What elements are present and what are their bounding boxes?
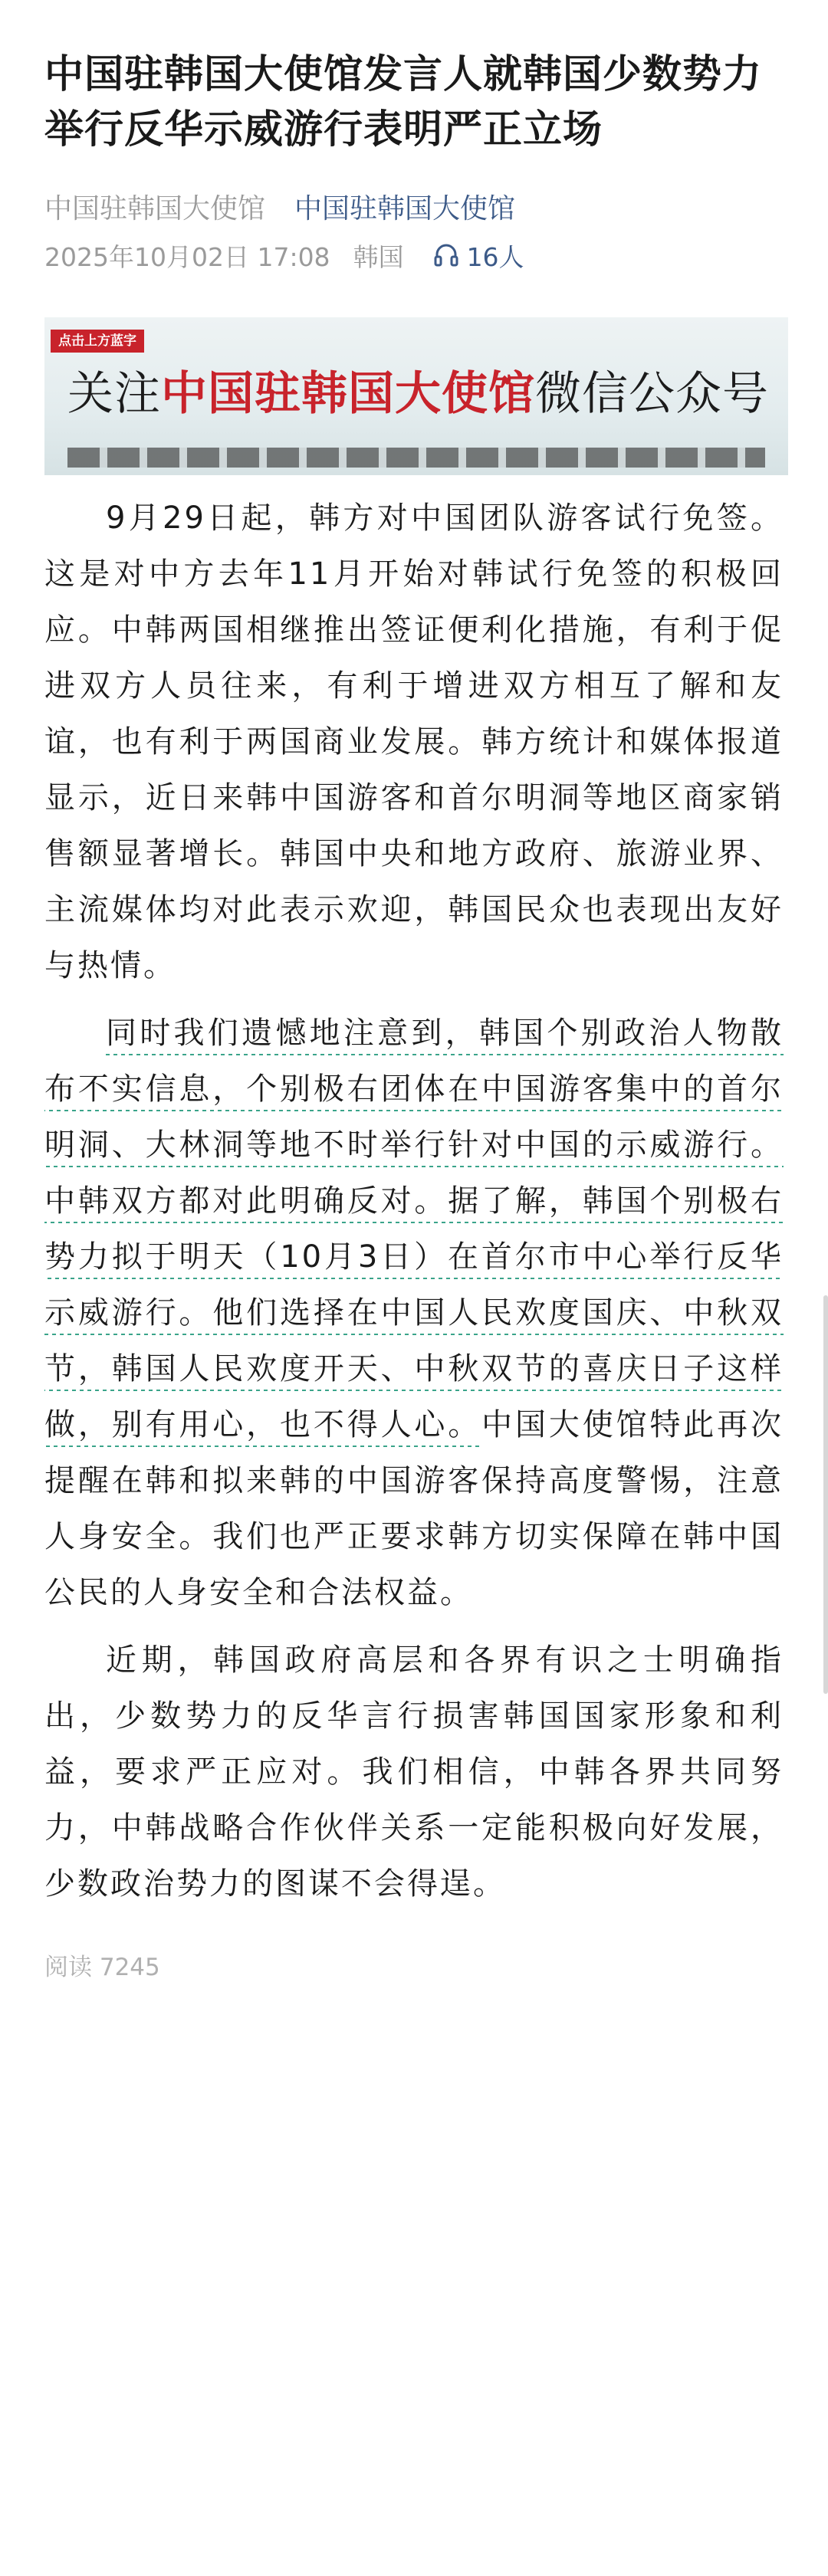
source-account-link[interactable]: 中国驻韩国大使馆 [294, 192, 516, 225]
banner-decorative-strip [67, 448, 765, 468]
publish-datetime: 2025年10月02日 17:08 [44, 241, 330, 272]
listen-button[interactable] [433, 238, 524, 274]
follow-account-banner[interactable] [44, 317, 788, 475]
article-paragraph-4: 近期，韩国政府高层和各界有识之士明确指出，少数势力的反华言行损害韩国国家形象和利益，要求严正应对。我们相信，中韩各界共同努力，中韩战略合作伙伴关系一定能积极向好发展，少数政治势力的图谋不会得逞。 [44, 1642, 784, 1902]
banner-headline-prefix: 关注 [67, 367, 161, 421]
source-row [44, 187, 784, 225]
read-count: 阅读 7245 [44, 1954, 160, 1981]
highlighted-text-2: 同时我们遗憾地注意到，韩国个别政治人物散布不实信息，个别极右团体在中国游客集中的首尔明洞、大林洞等地不时举行针对中国的示威游行。中韩双方都对此明确反对。据了解，韩国个别极右势力拟于明天（10月3日）在首尔市中心举行反华示威游行。他们选择在中国人民欢度国庆、中秋双节，韩国人民欢度开天、中秋双节的喜庆日子这样做，别有用心，也不得人心。 [44, 1016, 784, 1447]
article-title: 中国驻韩国大使馆发言人就韩国少数势力举行反华示威游行表明严正立场 [44, 52, 763, 153]
listener-count: 16人 [466, 241, 524, 272]
banner-headline [67, 363, 769, 425]
banner-headline-suffix: 微信公众号 [535, 367, 769, 421]
banner-headline-highlight: 中国驻韩国大使馆 [161, 367, 535, 421]
banner-tag: 点击上方蓝字 [51, 330, 144, 353]
publish-location: 韩国 [353, 241, 404, 272]
source-name: 中国驻韩国大使馆 [44, 192, 266, 225]
scrollbar-thumb[interactable] [823, 1295, 828, 1694]
article-paragraph-3: 中国大使馆特此再次提醒在韩和拟来韩的中国游客保持高度警惕，注意人身安全。我们也严正要求韩方切实保障在韩中国公民的人身安全和合法权益。 [44, 1407, 784, 1610]
article-paragraph-1: 9月29日起，韩方对中国团队游客试行免签。这是对中方去年11月开始对韩试行免签的积极回应。中韩两国相继推出签证便利化措施，有利于促进双方人员往来，有利于增进双方相互了解和友谊，也有利于两国商业发展。韩方统计和媒体报道显示，近日来韩中国游客和首尔明洞等地区商家销售额显著增长。韩国中央和地方政府、旅游业界、主流媒体均对此表示欢迎，韩国民众也表现出友好与热情。 [44, 500, 784, 983]
headphone-icon [433, 242, 459, 268]
article-paragraph-2 [44, 1006, 784, 1621]
meta-row [44, 236, 784, 274]
